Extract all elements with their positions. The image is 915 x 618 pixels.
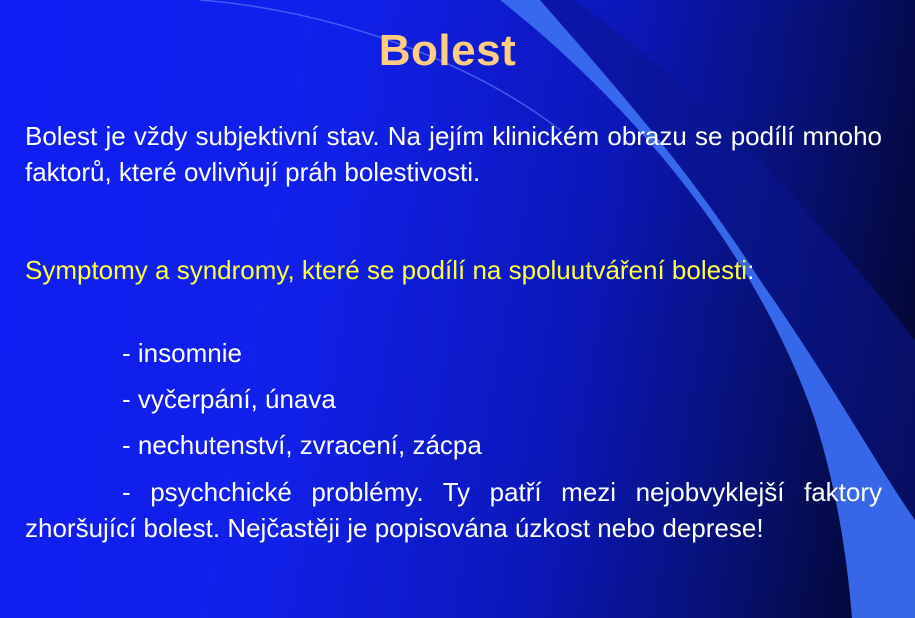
slide-title: Bolest	[378, 26, 517, 75]
list-item: - insomnie	[122, 338, 242, 368]
list-item: - nechutenství, zvracení, zácpa	[122, 430, 482, 460]
symptoms-heading-text: Symptomy a syndromy, které se podílí na spoluutváření bolesti	[25, 255, 748, 285]
intro-paragraph: Bolest je vždy subjektivní stav. Na jejím klinickém obrazu se podílí mnoho faktorů, které ovlivňují práh bolestivosti.	[25, 121, 882, 187]
list-item-last: - psychchické problémy. Ty patří mezi nejobvyklejší faktory zhoršující bolest. Nejčastěji je popisována úzkost nebo deprese!	[25, 477, 882, 543]
list-item: - vyčerpání, únava	[122, 384, 336, 414]
symptoms-heading	[25, 252, 882, 288]
symptoms-heading-colon: :	[747, 255, 755, 285]
